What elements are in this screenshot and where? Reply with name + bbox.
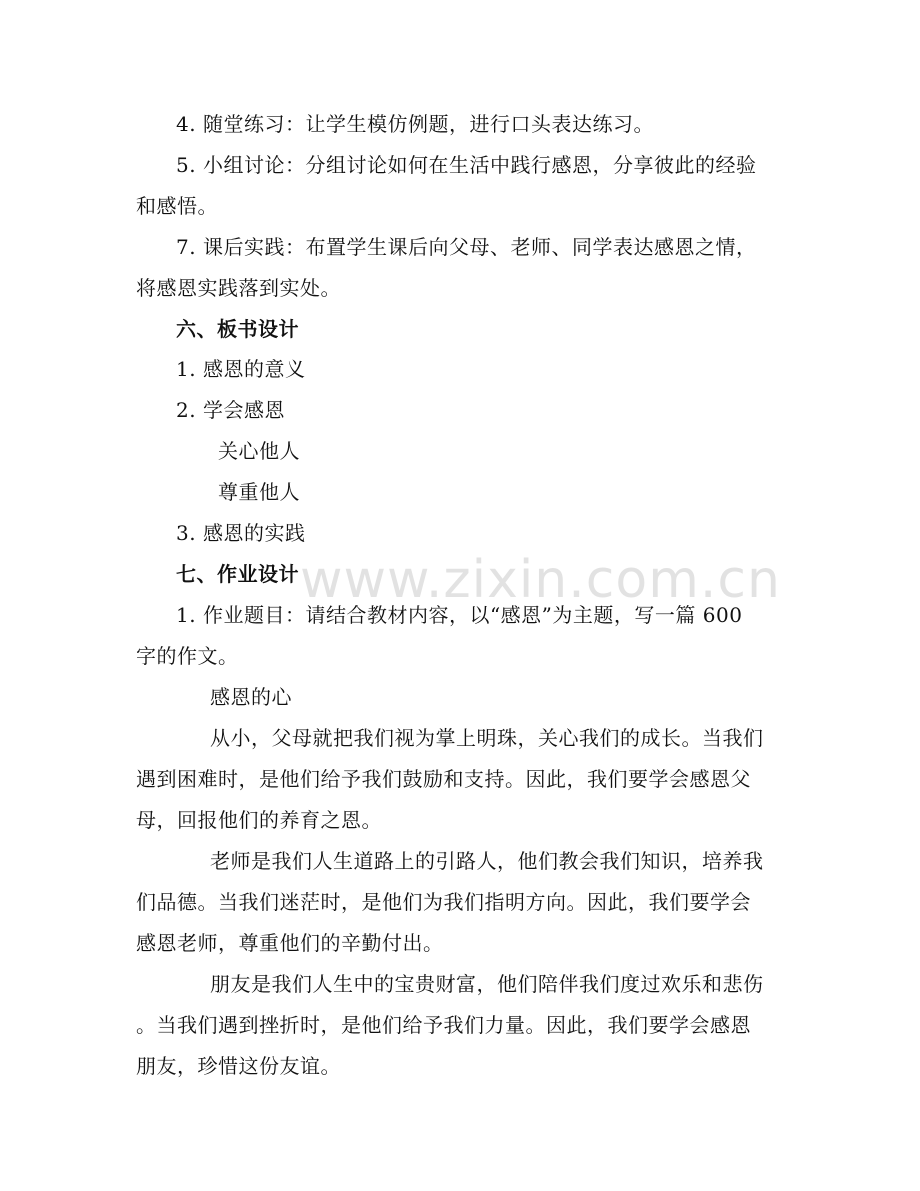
board-subitem-respect: 尊重他人 xyxy=(218,480,300,504)
essay-paragraph1-line1: 从小，父母就把我们视为掌上明珠，关心我们的成长。当我们 xyxy=(210,726,764,750)
essay-paragraph1-line2: 遇到困难时，是他们给予我们鼓励和支持。因此，我们要学会感恩父 xyxy=(136,767,751,791)
essay-paragraph2-line2: 们品德。当我们迷茫时，是他们为我们指明方向。因此，我们要学会 xyxy=(136,890,751,914)
essay-paragraph1-line3: 母，回报他们的养育之恩。 xyxy=(136,808,382,832)
section-heading-board-design: 六、板书设计 xyxy=(176,317,299,341)
essay-paragraph3-line2: 。当我们遇到挫折时，是他们给予我们力量。因此，我们要学会感恩 xyxy=(136,1013,751,1037)
practice-item: 4. 随堂练习：让学生模仿例题，进行口头表达练习。 xyxy=(176,112,654,136)
board-item-1: 1. 感恩的意义 xyxy=(176,357,306,381)
essay-paragraph2-line1: 老师是我们人生道路上的引路人，他们教会我们知识，培养我 xyxy=(210,849,764,873)
section-heading-homework-design: 七、作业设计 xyxy=(176,562,299,586)
board-item-2: 2. 学会感恩 xyxy=(176,398,285,422)
essay-paragraph3-line3: 朋友，珍惜这份友谊。 xyxy=(136,1054,341,1078)
essay-paragraph3-line1: 朋友是我们人生中的宝贵财富，他们陪伴我们度过欢乐和悲伤 xyxy=(210,972,764,996)
watermark: www.zixin.com.cn xyxy=(300,550,781,610)
board-subitem-care: 关心他人 xyxy=(218,439,300,463)
essay-title: 感恩的心 xyxy=(210,685,292,709)
discussion-item-line1: 5. 小组讨论：分组讨论如何在生活中践行感恩，分享彼此的经验 xyxy=(176,153,757,177)
homework-line1: 1. 作业题目：请结合教材内容，以“感恩”为主题，写一篇 600 xyxy=(176,603,743,627)
discussion-item-line2: 和感悟。 xyxy=(136,194,218,218)
essay-paragraph2-line3: 感恩老师，尊重他们的辛勤付出。 xyxy=(136,931,444,955)
after-class-item-line1: 7. 课后实践：布置学生课后向父母、老师、同学表达感恩之情， xyxy=(176,235,757,259)
homework-line2: 字的作文。 xyxy=(136,644,239,668)
board-item-3: 3. 感恩的实践 xyxy=(176,521,306,545)
after-class-item-line2: 将感恩实践落到实处。 xyxy=(136,276,341,300)
